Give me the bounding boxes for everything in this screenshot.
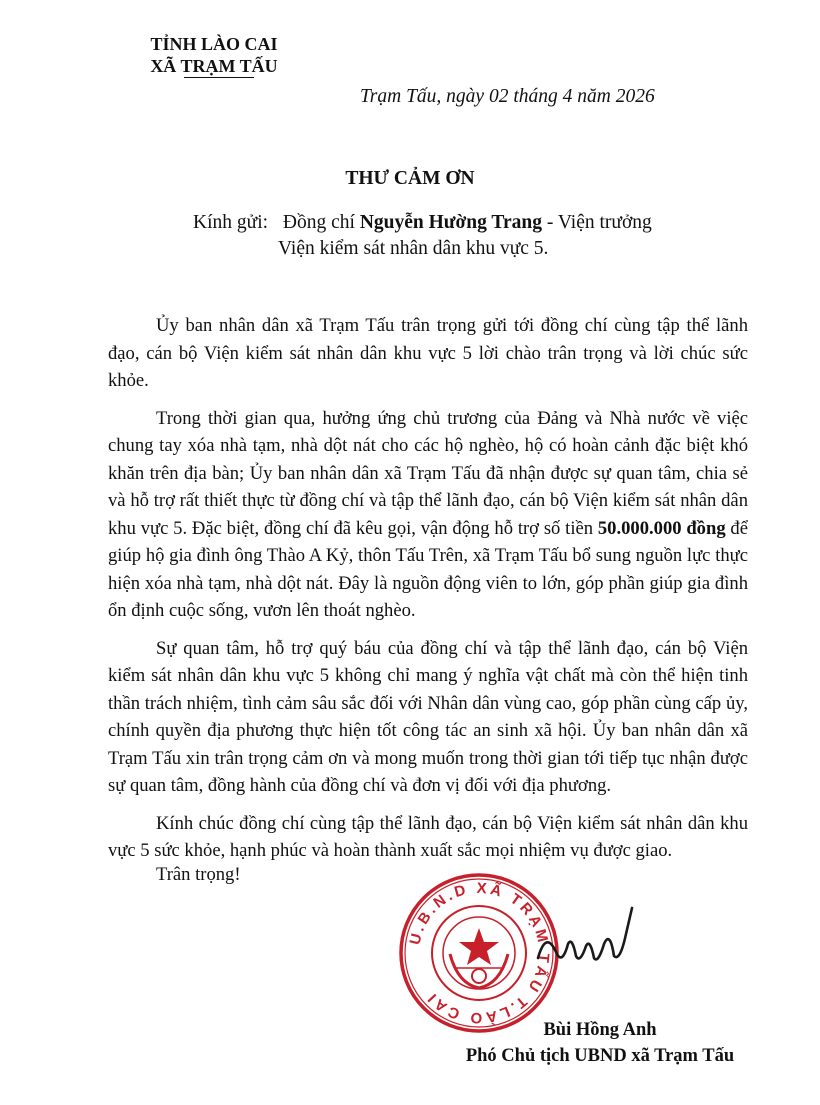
letter-body [108, 312, 748, 875]
paragraph-gratitude: Sự quan tâm, hỗ trợ quý báu của đồng chí và tập thể lãnh đạo, cán bộ Viện kiểm sát nhân dân khu vực 5 không chỉ mang ý nghĩa vật chất mà còn thể hiện tinh thần trách nhiệm, tình cảm sâu sắc đối với Nhân dân vùng cao, góp phần cùng cấp ủy, chính quyền địa phương thực hiện tốt công tác an sinh xã hội. Ủy ban nhân dân xã Trạm Tấu xin trân trọng cảm ơn và mong muốn trong thời gian tới tiếp tục nhận được sự quan tâm, đồng hành của đồng chí và đơn vị đối với địa phương. [108, 637, 748, 796]
svg-text:U.B.N.D XÃ TRẠM TẤU T.LÀO CAI: U.B.N.D XÃ TRẠM TẤU T.LÀO CAI [406, 879, 553, 1027]
recipient-label: Kính gửi: [193, 212, 269, 233]
province-header: TỈNH LÀO CAI [150, 34, 278, 54]
recipient-name: Nguyễn Hường Trang [359, 212, 542, 233]
date-line: Trạm Tấu, ngày 02 tháng 4 năm 2026 [360, 86, 655, 107]
recipient-line-1 [193, 210, 753, 236]
paragraph-wishes: Kính chúc đồng chí cùng tập thể lãnh đạo, cán bộ Viện kiểm sát nhân dân khu vực 5 sức khỏe, hạnh phúc và hoàn thành xuất sắc mọi nhiệm vụ được giao. [108, 812, 748, 861]
recipient-line-2: Viện kiểm sát nhân dân khu vực 5. [278, 238, 549, 259]
paragraph-support-part2: để giúp hộ gia đình ông Thào A Kỷ, thôn Tấu Trên, xã Trạm Tấu bổ sung nguồn lực thực hiện xóa nhà tạm, nhà dột nát. Đây là nguồn động viên to lớn, góp phần giúp gia đình ổn định cuộc sống, vươn lên thoát nghèo. [108, 517, 748, 621]
closing-text: Trân trọng! [156, 864, 241, 885]
signer-title: Phó Chủ tịch UBND xã Trạm Tấu [465, 1046, 735, 1066]
paragraph-support [108, 405, 748, 625]
handwritten-signature [528, 900, 668, 980]
paragraph-greeting: Ủy ban nhân dân xã Trạm Tấu trân trọng gửi tới đồng chí cùng tập thể lãnh đạo, cán bộ Viện kiểm sát nhân dân khu vực 5 lời chào trân trọng và lời chúc sức khỏe. [108, 315, 748, 391]
support-amount: 50.000.000 đồng [597, 517, 726, 539]
document-title: THƯ CẢM ƠN [345, 168, 475, 189]
commune-header: XÃ TRẠM TẤU [150, 56, 278, 76]
recipient-prefix: Đồng chí [282, 212, 355, 233]
paragraph-support-part1: Trong thời gian qua, hưởng ứng chủ trương của Đảng và Nhà nước về việc chung tay xóa nhà tạm, nhà dột nát cho các hộ nghèo, hộ có hoàn cảnh đặc biệt khó khăn trên địa bàn; Ủy ban nhân dân xã Trạm Tấu đã nhận được sự quan tâm, chia sẻ và hỗ trợ rất thiết thực từ đồng chí và tập thể lãnh đạo, cán bộ Viện kiểm sát nhân dân khu vực 5. Đặc biệt, đồng chí đã kêu gọi, vận động hỗ trợ số tiền [108, 407, 748, 539]
recipient-suffix: - Viện trưởng [546, 212, 652, 233]
signer-name: Bùi Hồng Anh [543, 1020, 657, 1040]
header-divider [184, 77, 254, 78]
